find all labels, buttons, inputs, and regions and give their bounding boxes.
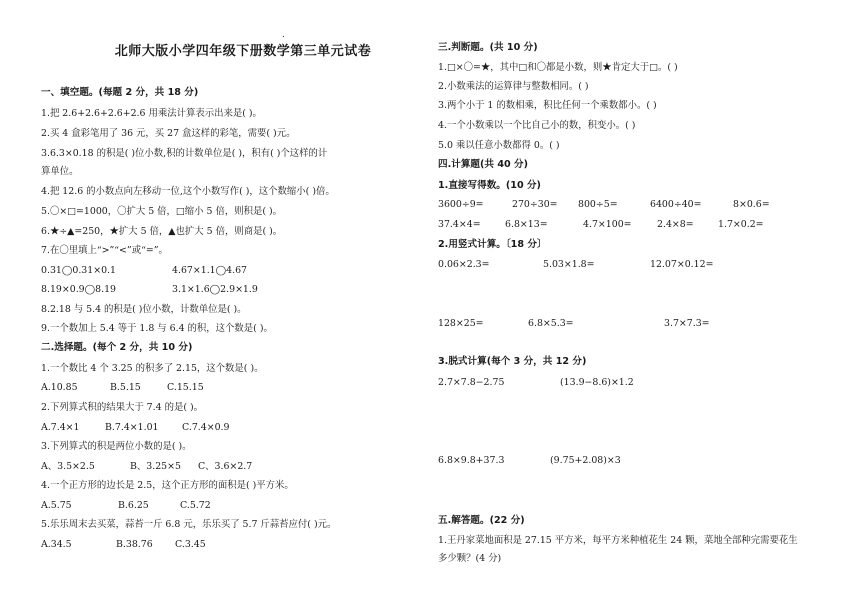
choice-option: B.6.25 [118,500,149,511]
choice-option: A.7.4×1 [41,422,80,433]
choice-option: B.5.15 [110,382,141,393]
direct-item: 270÷30= [512,199,558,210]
solve-question: 1.王丹家菜地面积是 27.15 平方米，每平方米种植花生 24 颗，菜地全部种完需要花生 [438,535,798,546]
choice-option: A.10.85 [41,382,78,393]
direct-item: 37.4×4= [438,219,481,230]
direct-item: 4.7×100= [583,219,632,230]
choice-option: A、3.5×2.5 [41,461,95,472]
choice-question: 4.一个正方形的边长是 2.5，这个正方形的面积是( )平方米。 [41,480,294,491]
judge-item: 5.0 乘以任意小数都得 0。( ) [438,140,560,151]
choice-option: C.5.72 [180,500,211,511]
choice-option: A.5.75 [41,500,72,511]
choice-question: 2.下列算式积的结果大于 7.4 的是( )。 [41,402,203,413]
step-heading: 3.脱式计算(每个 3 分，共 12 分) [438,356,587,367]
compare-item: 8.19×0.9◯8.19 [41,284,117,295]
choice-heading: 二.选择题。(每个 2 分，共 10 分) [41,342,193,353]
direct-heading: 1.直接写得数。(10 分) [438,180,541,191]
direct-item: 2.4×8= [657,219,694,230]
judge-item: 1.□×〇=★，其中□和〇都是小数，则★肯定大于□。( ) [438,62,678,73]
compare-item: 3.1×1.6◯2.9×1.9 [172,284,258,295]
choice-question: 5.乐乐周末去买菜，蒜苔一斤 6.8 元，乐乐买了 5.7 斤蒜苔应付( )元。 [41,519,337,530]
direct-item: 3600÷9= [438,199,484,210]
direct-item: 6400÷40= [650,199,702,210]
vertical-item: 12.07×0.12= [650,259,714,270]
choice-option: C.7.4×0.9 [182,422,230,433]
judge-item: 3.两个小于 1 的数相乘，积比任何一个乘数都小。( ) [438,100,657,111]
fill-item: 3.6.3×0.18 的积是( )位小数,积的计数单位是( )，积有( )个这样的计 [41,148,328,159]
choice-option: B.7.4×1.01 [105,422,159,433]
fill-item: 7.在〇里填上“>”“<”或“=”。 [41,245,168,256]
step-item: 6.8×9.8+37.3 [438,455,505,466]
compare-item: 0.31◯0.31×0.1 [41,265,117,276]
compare-item: 4.67×1.1◯4.67 [172,265,248,276]
fill-item: 6.★÷▲=250，★扩大 5 倍，▲也扩大 5 倍，则商是( )。 [41,226,283,237]
vertical-item: 128×25= [438,318,484,329]
vertical-item: 5.03×1.8= [543,259,595,270]
fill-item: 9.一个数加上 5.4 等于 1.8 与 6.4 的积，这个数是( )。 [41,323,273,334]
vertical-item: 0.06×2.3= [438,259,490,270]
choice-question: 1.一个数比 4 个 3.25 的积多了 2.15，这个数是( )。 [41,363,264,374]
judge-heading: 三.判断题。(共 10 分) [438,42,538,53]
choice-option: B、3.25×5 [130,461,181,472]
choice-option: C.3.45 [175,539,206,550]
direct-item: 800÷5= [578,199,618,210]
choice-option: A.34.5 [41,539,72,550]
direct-item: 1.7×0.2= [718,219,764,230]
step-item: (13.9−8.6)×1.2 [560,377,634,388]
fill-heading: 一、填空题。(每题 2 分，共 18 分) [41,87,199,98]
calc-heading: 四.计算题(共 40 分) [438,159,529,170]
step-item: 2.7×7.8−2.75 [438,377,505,388]
fill-item: 算单位。 [41,166,79,177]
direct-item: 8×0.6= [733,199,770,210]
fill-item: 4.把 12.6 的小数点向左移动一位,这个小数写作( )，这个数缩小( )倍。 [41,186,335,197]
direct-item: 6.8×13= [505,219,548,230]
worksheet-title: 北师大版小学四年级下册数学第三单元试卷 [114,44,372,59]
mark-dot: . [282,30,285,40]
fill-item: 5.〇×□=1000，〇扩大 5 倍，□缩小 5 倍，则积是( )。 [41,206,283,217]
fill-item: 2.买 4 盒彩笔用了 36 元，买 27 盒这样的彩笔，需要( )元。 [41,128,296,139]
choice-option: C.15.15 [167,382,204,393]
judge-item: 2.小数乘法的运算律与整数相同。( ) [438,81,589,92]
judge-item: 4.一个小数乘以一个比自己小的数，积变小。( ) [438,120,636,131]
solve-heading: 五.解答题。(22 分) [438,515,525,526]
vertical-item: 3.7×7.3= [664,318,710,329]
solve-question-cont: 多少颗？(4 分) [438,553,502,564]
choice-option: B.38.76 [116,539,153,550]
choice-question: 3.下列算式的积是两位小数的是( )。 [41,441,192,452]
vertical-item: 6.8×5.3= [528,318,574,329]
choice-option: C、3.6×2.7 [198,461,253,472]
fill-item: 8.2.18 与 5.4 的积是( )位小数，计数单位是( )。 [41,304,247,315]
fill-item: 1.把 2.6+2.6+2.6+2.6 用乘法计算表示出来是( )。 [41,108,262,119]
vertical-heading: 2.用竖式计算。〔18 分〕 [438,239,547,250]
step-item: (9.75+2.08)×3 [550,455,621,466]
